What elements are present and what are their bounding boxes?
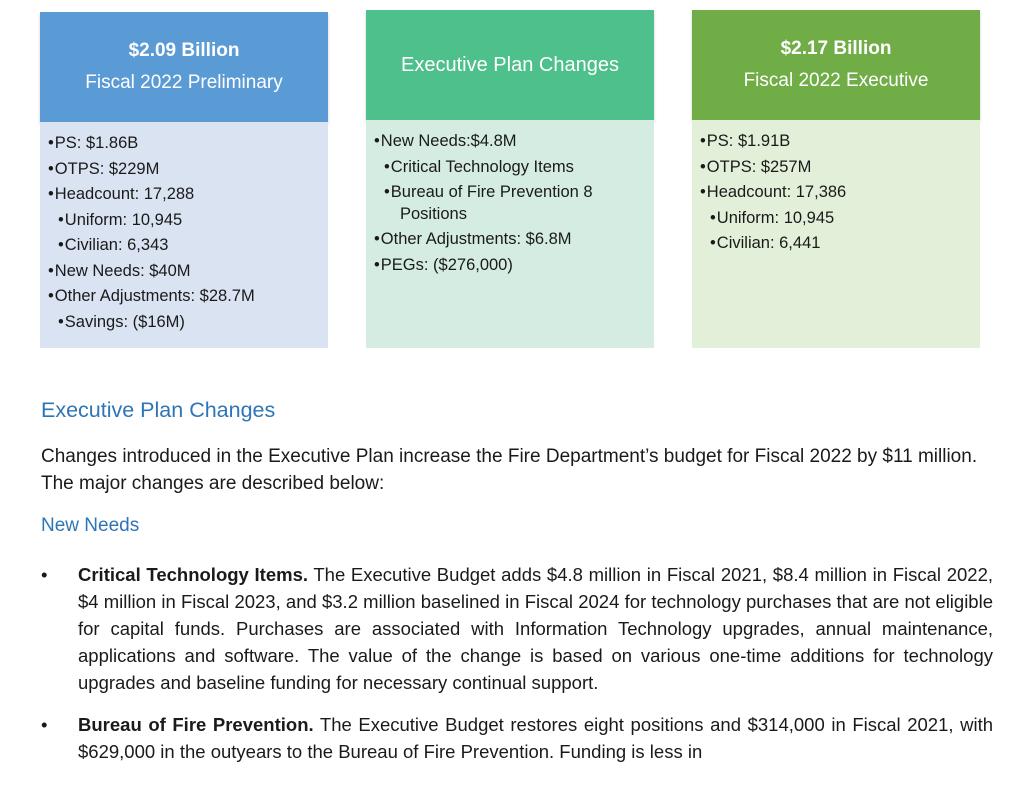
list-item: • PS: $1.91B (700, 129, 980, 155)
list-item: • Other Adjustments: $6.8M (374, 227, 654, 253)
list-item: • Uniform: 10,945 (700, 206, 980, 232)
card-header (366, 10, 654, 120)
list-item: • Savings: ($16M) (48, 310, 328, 336)
list-item: • Bureau of Fire Prevention 8 (374, 180, 654, 206)
list-item: • PS: $1.86B (48, 131, 328, 157)
bullet-text: The Executive Budget adds $4.8 million in Fiscal 2021, $8.4 million in Fiscal 2022, $4 million in Fiscal 2023, and $3.2 million baselined in Fiscal 2024 for technology purchases that are not eligible for capital funds. Purchases are associated with Information Technology upgrades, annual maintenance, applications and software. The value of the change is based on various one-time additions for technology upgrades and baseline funding for necessary continual support. (78, 564, 993, 693)
section-title: Executive Plan Changes (41, 398, 276, 422)
card-subtitle: Executive Plan Changes (401, 53, 619, 76)
card-subtitle: Fiscal 2022 Preliminary (85, 72, 283, 93)
card-header (692, 10, 980, 120)
card-body (692, 120, 980, 348)
executive-plan-changes-card (366, 10, 654, 348)
list-item: • Headcount: 17,288 (48, 182, 328, 208)
list-item-continuation: Positions (400, 204, 467, 223)
bullet-icon: • (41, 564, 48, 585)
fiscal-2022-preliminary-card (40, 12, 328, 348)
list-item: • Civilian: 6,441 (700, 231, 980, 257)
list-item: • New Needs:$4.8M (374, 129, 654, 155)
list-item: • OTPS: $229M (48, 157, 328, 183)
bullet-item (41, 561, 993, 696)
list-item: • Other Adjustments: $28.7M (48, 284, 328, 310)
bullet-heading: Critical Technology Items. (78, 564, 308, 585)
card-body (40, 122, 328, 348)
card-header (40, 12, 328, 122)
bullet-item (41, 711, 993, 765)
bullet-heading: Bureau of Fire Prevention. (78, 714, 314, 735)
bullet-text: The Executive Budget restores eight positions and $314,000 in Fiscal 2021, with $629,000 in the outyears to the Bureau of Fire Prevention. Funding is less in (78, 714, 994, 762)
subheading: New Needs (41, 515, 140, 536)
intro-paragraph: Changes introduced in the Executive Plan increase the Fire Department’s budget for Fiscal 2022 by $11 million. The major changes are described below: (41, 446, 978, 494)
list-item: • Civilian: 6,343 (48, 233, 328, 259)
bullet-list (41, 561, 993, 780)
list-item: • Uniform: 10,945 (48, 208, 328, 234)
list-item: • Critical Technology Items (374, 155, 654, 181)
card-title: $2.17 Billion (780, 38, 892, 59)
bullet-icon: • (41, 714, 48, 735)
card-body (366, 120, 654, 348)
list-item: • OTPS: $257M (700, 155, 980, 181)
card-title: $2.09 Billion (128, 40, 240, 61)
list-item: • Headcount: 17,386 (700, 180, 980, 206)
card-subtitle: Fiscal 2022 Executive (743, 70, 929, 91)
fiscal-2022-executive-card (692, 10, 980, 348)
list-item: • PEGs: ($276,000) (374, 253, 654, 279)
list-item: • New Needs: $40M (48, 259, 328, 285)
